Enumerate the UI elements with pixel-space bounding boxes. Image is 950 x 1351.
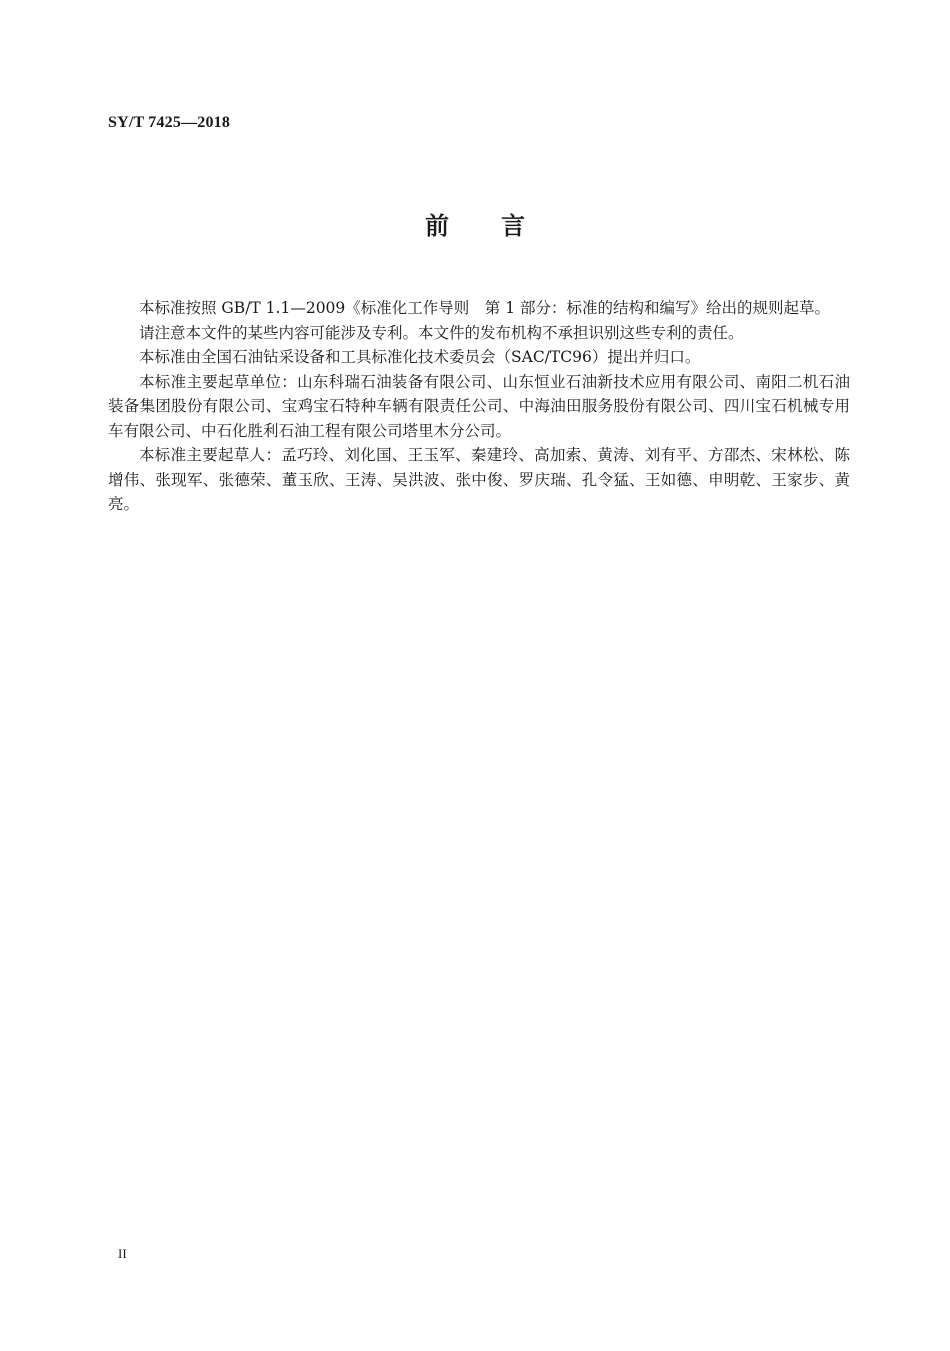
paragraph-drafting-rules: 本标准按照 GB/T 1.1—2009《标准化工作导则 第 1 部分：标准的结构和编写》给出的规则起草。 bbox=[139, 299, 831, 317]
page-title bbox=[0, 206, 950, 241]
paragraph-patent-notice: 请注意本文件的某些内容可能涉及专利。本文件的发布机构不承担识别这些专利的责任。 bbox=[139, 323, 744, 342]
page-number: II bbox=[118, 1246, 127, 1261]
title-char-1: 前 bbox=[425, 212, 449, 240]
paragraph-committee: 本标准由全国石油钻采设备和工具标准化技术委员会（SAC/TC96）提出并归口。 bbox=[139, 348, 701, 366]
paragraph-drafters: 本标准主要起草人：孟巧玲、刘化国、王玉军、秦建玲、高加索、黄涛、刘有平、方邵杰、宋林松、陈增伟、张现军、张德荣、董玉欣、王涛、吴洪波、张中俊、罗庆瑞、孔令猛、王如德、申明乾、王家步、黄亮。 bbox=[108, 446, 850, 513]
standard-code: SY/T 7425—2018 bbox=[108, 114, 231, 131]
paragraph-drafting-units: 本标准主要起草单位：山东科瑞石油装备有限公司、山东恒业石油新技术应用有限公司、南阳二机石油装备集团股份有限公司、宝鸡宝石特种车辆有限责任公司、中海油田服务股份有限公司、四川宝石机械专用车有限公司、中石化胜利石油工程有限公司塔里木分公司。 bbox=[108, 372, 850, 440]
title-char-2: 言 bbox=[501, 212, 525, 240]
foreword-body bbox=[108, 296, 850, 517]
